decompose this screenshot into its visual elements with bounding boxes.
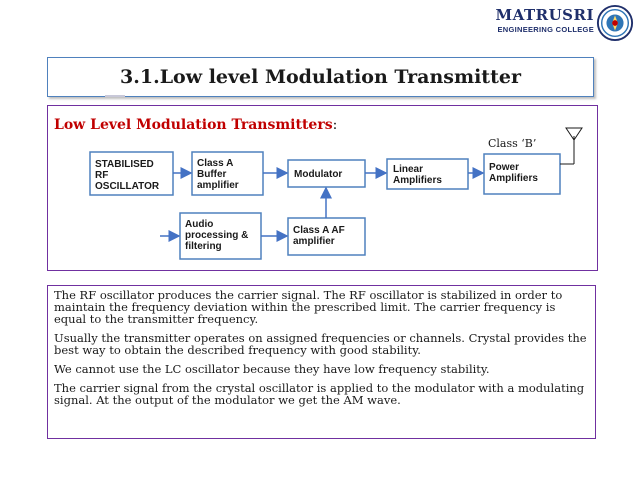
buffer-label-3: amplifier <box>197 180 239 191</box>
paragraph-crystal: Usually the transmitter operates on assigned frequencies or channels. Crystal provides the best way to obtain the described frequency with good stability. <box>54 331 587 357</box>
antenna-icon <box>560 128 582 164</box>
class-b-label: Class ‘B’ <box>488 137 537 150</box>
audio-label-1: Audio <box>185 219 214 230</box>
modulator-label: Modulator <box>294 169 343 180</box>
af-label-1: Class A AF <box>293 225 345 236</box>
power-label-2: Amplifiers <box>489 173 538 184</box>
slide-title: 3.1.Low level Modulation Transmitter <box>120 66 521 88</box>
diagram-heading-text: Low Level Modulation Transmitters <box>54 117 333 133</box>
diagram-heading-colon: : <box>332 117 338 133</box>
power-label-1: Power <box>489 162 520 173</box>
decorative-mark <box>105 95 125 97</box>
paragraph-rf-oscillator: The RF oscillator produces the carrier signal. The RF oscillator is stabilized in order to maintain the frequency deviation within the prescribed limit. The carrier frequency is equal to the transmitter frequency. <box>54 288 563 326</box>
buffer-label-1: Class A <box>197 158 234 169</box>
explanation-panel <box>47 285 596 439</box>
oscillator-label-1: STABILISED <box>95 159 154 170</box>
college-subtitle: ENGINEERING COLLEGE <box>497 25 594 34</box>
linear-label-1: Linear <box>393 164 424 175</box>
paragraph-carrier-signal: The carrier signal from the crystal oscillator is applied to the modulator with a modulating signal. At the output of the modulator we get the AM wave. <box>54 381 585 407</box>
oscillator-label-2: RF <box>95 170 109 181</box>
slide-title-box <box>47 57 594 97</box>
block-diagram <box>48 106 597 270</box>
audio-label-3: filtering <box>185 241 222 252</box>
college-emblem-icon <box>596 4 634 42</box>
af-label-2: amplifier <box>293 236 335 247</box>
paragraph-lc-oscillator: We cannot use the LC oscillator because they have low frequency stability. <box>54 362 490 376</box>
oscillator-label-3: OSCILLATOR <box>95 181 160 192</box>
college-name: MATRUSRI <box>495 6 594 24</box>
linear-label-2: Amplifiers <box>393 175 442 186</box>
buffer-label-2: Buffer <box>197 169 227 180</box>
block-diagram-panel <box>47 105 598 271</box>
college-logo-text <box>496 6 594 34</box>
audio-label-2: processing & <box>185 230 249 241</box>
